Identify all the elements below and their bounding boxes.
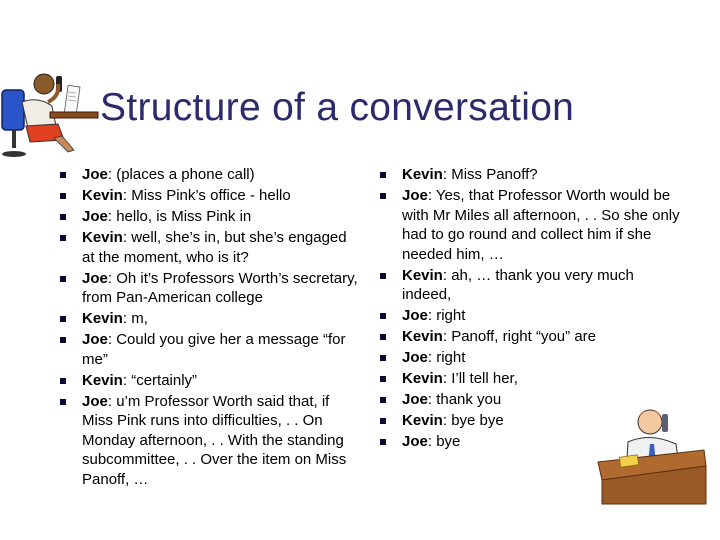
bullet-icon — [380, 418, 386, 424]
bullet-icon — [60, 172, 66, 178]
list-item — [380, 369, 680, 389]
line-text: : I’ll tell her, — [442, 370, 518, 387]
line-text: : Panoff, right “you” are — [442, 328, 596, 345]
bullet-icon — [380, 397, 386, 403]
list-item — [60, 392, 360, 490]
speaker-name: Kevin — [82, 310, 123, 327]
bullet-icon — [380, 376, 386, 382]
speaker-name: Joe — [402, 349, 428, 366]
speaker-name: Kevin — [402, 328, 443, 345]
speaker-name: Kevin — [402, 166, 443, 183]
bullet-icon — [380, 313, 386, 319]
bullet-icon — [380, 355, 386, 361]
bullet-icon — [60, 316, 66, 322]
line-text: : Miss Pink’s office - hello — [122, 187, 291, 204]
bullet-icon — [60, 193, 66, 199]
speaker-name: Joe — [402, 307, 428, 324]
list-item — [380, 327, 680, 347]
list-item — [60, 371, 360, 391]
woman-on-phone-clipart-icon — [0, 62, 100, 162]
list-item — [60, 186, 360, 206]
speaker-name: Joe — [402, 391, 428, 408]
speaker-name: Joe — [402, 433, 428, 450]
line-text: : u’m Professor Worth said that, if Miss Pink runs into difficulties, . . On Monday afternoon, . . With the standing subcommittee, . . Over the item on Miss Panoff, … — [82, 392, 347, 488]
speaker-name: Joe — [402, 187, 428, 204]
line-text: : ah, … thank you very much indeed, — [402, 266, 634, 303]
list-item — [380, 165, 680, 185]
speaker-name: Kevin — [402, 266, 443, 284]
line-text: : well, she’s in, but she’s engaged at the moment, who is it? — [82, 229, 347, 266]
list-item — [380, 266, 680, 305]
bullet-icon — [380, 172, 386, 178]
list-item — [60, 330, 360, 369]
line-text: : Yes, that Professor Worth would be with Mr Miles all afternoon, . . So she only had to go round and collect him if she needed him, … — [402, 187, 680, 263]
line-text: : “certainly” — [122, 371, 198, 389]
man-on-phone-clipart-icon — [592, 392, 710, 510]
bullet-icon — [60, 235, 66, 241]
list-item — [60, 309, 360, 329]
speaker-name: Joe — [82, 269, 108, 287]
line-text: : right — [427, 307, 466, 324]
line-text: : thank you — [427, 391, 502, 408]
line-text: : Could you give her a message “for me” — [82, 331, 346, 368]
line-text: : right — [427, 349, 466, 366]
line-text: : (places a phone call) — [107, 166, 255, 183]
slide-title: Structure of a conversation — [100, 86, 575, 129]
line-text: : Miss Panoff? — [442, 166, 538, 183]
bullet-icon — [380, 439, 386, 445]
list-item — [60, 269, 360, 308]
line-text: : hello, is Miss Pink in — [107, 208, 252, 225]
speaker-name: Kevin — [82, 229, 123, 246]
speaker-name: Kevin — [402, 412, 443, 429]
bullet-icon — [60, 337, 66, 343]
list-item — [60, 207, 360, 227]
speaker-name: Joe — [82, 166, 108, 183]
bullet-icon — [60, 399, 66, 405]
list-item — [60, 228, 360, 267]
line-text: : bye — [427, 433, 461, 450]
speaker-name: Joe — [82, 331, 108, 348]
bullet-icon — [380, 193, 386, 199]
list-item — [380, 186, 680, 264]
bullet-icon — [380, 334, 386, 340]
list-item — [380, 348, 680, 368]
left-dialogue-list — [60, 165, 360, 491]
bullet-icon — [380, 273, 386, 279]
bullet-icon — [60, 276, 66, 282]
line-text: : m, — [122, 310, 148, 327]
speaker-name: Kevin — [82, 371, 123, 389]
speaker-name: Joe — [82, 392, 108, 410]
speaker-name: Kevin — [82, 187, 123, 204]
bullet-icon — [60, 214, 66, 220]
list-item — [60, 165, 360, 185]
line-text: : Oh it’s Professors Worth’s secretary, from Pan-American college — [82, 269, 358, 306]
line-text: : bye bye — [442, 412, 504, 429]
list-item — [380, 306, 680, 326]
speaker-name: Joe — [82, 208, 108, 225]
bullet-icon — [60, 378, 66, 384]
speaker-name: Kevin — [402, 370, 443, 387]
